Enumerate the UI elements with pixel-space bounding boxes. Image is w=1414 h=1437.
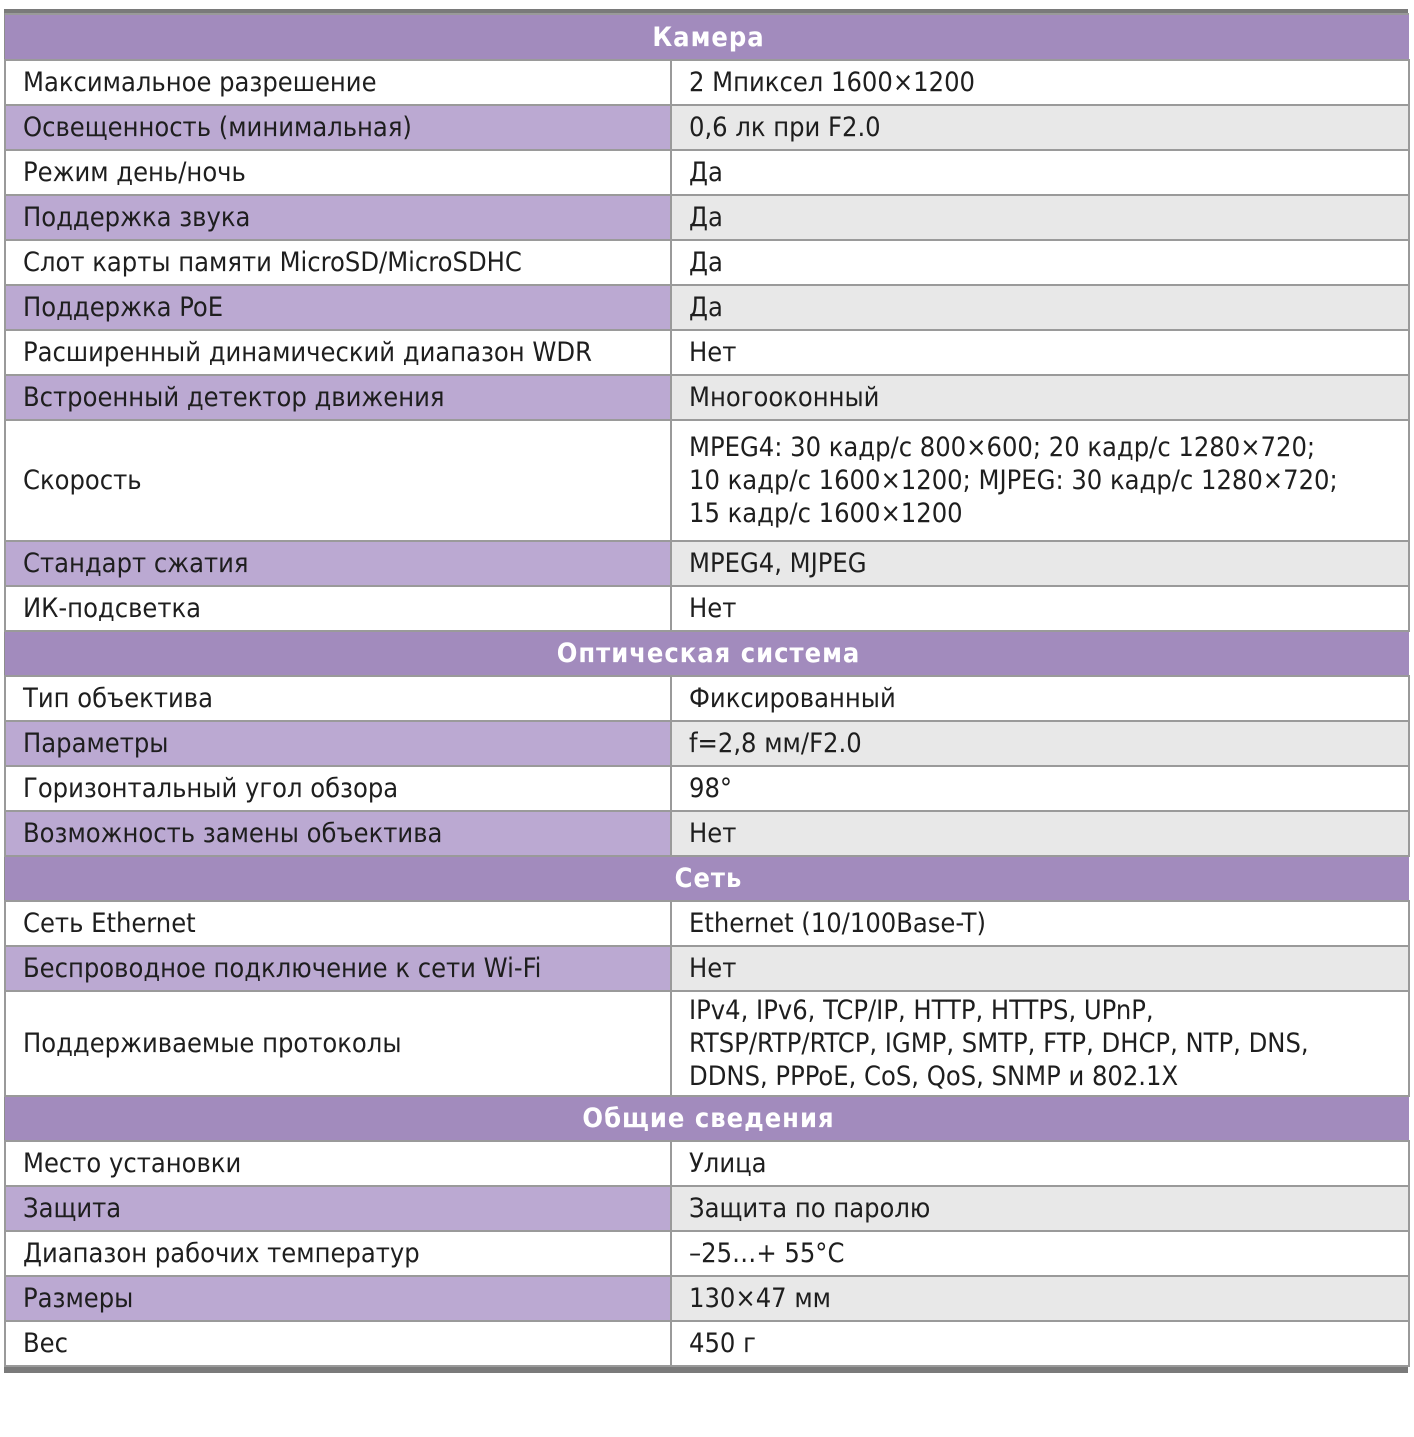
section-title: Камера [5,14,1409,60]
row-label: Размеры [5,1276,671,1321]
row-label: Поддержка PoE [5,285,671,330]
row-label: Встроенный детектор движения [5,375,671,420]
row-label: Беспроводное подключение к сети Wi-Fi [5,946,671,991]
section-title: Общие сведения [5,1096,1409,1141]
row-label: Расширенный динамический диапазон WDR [5,330,671,375]
row-label: Вес [5,1321,671,1366]
section-header-network [5,856,1409,901]
value-line: MPEG4: 30 кадр/с 800×600; 20 кадр/с 1280×720; [689,432,1316,463]
row-label: Режим день/ночь [5,150,671,195]
row-value: Да [671,285,1409,330]
row-value [671,991,1409,1096]
section-title: Оптическая система [5,631,1409,676]
table-row [5,60,1409,105]
table-row [5,1186,1409,1231]
table-row [5,105,1409,150]
row-label: Сеть Ethernet [5,901,671,946]
row-value: 2 Мпиксел 1600×1200 [671,60,1409,105]
row-value: 130×47 мм [671,1276,1409,1321]
row-value: 98° [671,766,1409,811]
table-row [5,285,1409,330]
table-row [5,150,1409,195]
spec-table-frame [4,9,1408,1373]
table-row [5,1231,1409,1276]
section-header-general [5,1096,1409,1141]
row-label: Параметры [5,721,671,766]
table-row [5,811,1409,856]
value-line: 15 кадр/с 1600×1200 [689,498,963,529]
row-label: Максимальное разрешение [5,60,671,105]
table-row [5,901,1409,946]
row-label: Диапазон рабочих температур [5,1231,671,1276]
section-title: Сеть [5,856,1409,901]
table-row [5,721,1409,766]
row-value: Ethernet (10/100Base-T) [671,901,1409,946]
row-value: Защита по паролю [671,1186,1409,1231]
row-value: MPEG4, MJPEG [671,541,1409,586]
row-label: Скорость [5,420,671,541]
row-value: Да [671,195,1409,240]
table-row [5,240,1409,285]
row-value: Нет [671,586,1409,631]
table-row [5,420,1409,541]
row-value: Фиксированный [671,676,1409,721]
table-row [5,991,1409,1096]
row-value: 0,6 лк при F2.0 [671,105,1409,150]
table-row [5,1276,1409,1321]
table-row [5,330,1409,375]
row-value: –25…+ 55°C [671,1231,1409,1276]
value-line: IPv4, IPv6, TCP/IP, HTTP, HTTPS, UPnP, [689,995,1154,1026]
table-row [5,541,1409,586]
row-value: Да [671,150,1409,195]
table-row [5,195,1409,240]
row-label: Защита [5,1186,671,1231]
table-row [5,375,1409,420]
spec-table [4,13,1410,1367]
table-row [5,1321,1409,1366]
row-label: Освещенность (минимальная) [5,105,671,150]
table-row [5,586,1409,631]
table-row [5,676,1409,721]
row-value: Нет [671,946,1409,991]
section-header-camera [5,14,1409,60]
row-value: Да [671,240,1409,285]
row-value: Улица [671,1141,1409,1186]
value-line: DDNS, PPPoE, CoS, QoS, SNMP и 802.1X [689,1061,1179,1092]
row-value: f=2,8 мм/F2.0 [671,721,1409,766]
row-label: Поддерживаемые протоколы [5,991,671,1096]
section-header-optics [5,631,1409,676]
value-line: RTSP/RTP/RTCP, IGMP, SMTP, FTP, DHCP, NTP, DNS, [689,1028,1309,1059]
row-value: Нет [671,811,1409,856]
row-label: ИК-подсветка [5,586,671,631]
row-value: Многооконный [671,375,1409,420]
table-row [5,766,1409,811]
row-label: Тип объектива [5,676,671,721]
table-row [5,946,1409,991]
row-label: Горизонтальный угол обзора [5,766,671,811]
row-label: Место установки [5,1141,671,1186]
row-value [671,420,1409,541]
row-label: Поддержка звука [5,195,671,240]
row-label: Возможность замены объектива [5,811,671,856]
row-label: Стандарт сжатия [5,541,671,586]
row-label: Слот карты памяти MicroSD/MicroSDHC [5,240,671,285]
row-value: 450 г [671,1321,1409,1366]
table-row [5,1141,1409,1186]
value-line: 10 кадр/с 1600×1200; MJPEG: 30 кадр/с 1280×720; [689,465,1338,496]
row-value: Нет [671,330,1409,375]
